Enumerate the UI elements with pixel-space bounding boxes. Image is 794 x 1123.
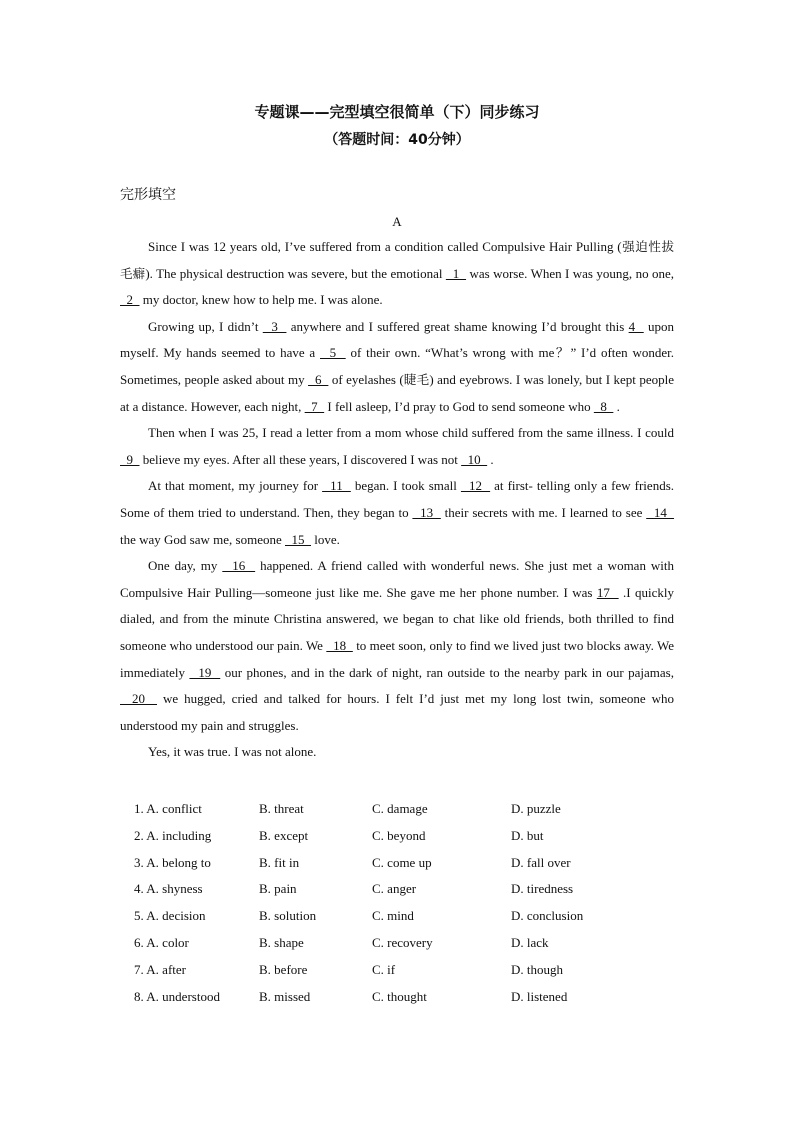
answer-blank: 3 (262, 318, 287, 334)
passage-text: anywhere and I suffered great shame knowing I’d brought this (286, 318, 629, 334)
section-label: 完形填空 (120, 187, 176, 203)
passage-text: . (487, 451, 494, 467)
passage-text: was worse. When I was young, no one, (466, 265, 675, 281)
option-a: 5. A. decision (134, 908, 206, 924)
answer-blank: 19 (189, 664, 221, 680)
option-b: B. before (259, 961, 308, 977)
passage-text: believe my eyes. After all these years, I discovered I was not (139, 451, 462, 467)
passage-text: our phones, and in the dark of night, ran outside to the nearby park in our pajamas, (220, 664, 674, 680)
question-row (134, 903, 674, 930)
paragraph (120, 553, 674, 739)
option-d: D. fall over (511, 854, 571, 870)
question-row (134, 850, 674, 877)
answer-options (134, 796, 674, 1010)
option-b: B. pain (259, 881, 297, 897)
passage-text: 强迫性拔毛癖 (120, 239, 674, 281)
answer-blank: 12 (460, 478, 491, 494)
option-b: B. shape (259, 934, 304, 950)
paragraph (120, 234, 674, 314)
question-row (134, 823, 674, 850)
option-a: 2. A. including (134, 827, 212, 843)
answer-blank: 6 (308, 371, 329, 387)
option-d: D. conclusion (511, 908, 584, 924)
option-a: 6. A. color (134, 934, 189, 950)
passage-text: my doctor, knew how to help me. I was alone. (139, 292, 383, 308)
option-b: B. fit in (259, 854, 300, 870)
option-b: B. missed (259, 988, 311, 1004)
option-d: D. though (511, 961, 563, 977)
option-b: B. except (259, 827, 309, 843)
option-a: 7. A. after (134, 961, 186, 977)
passage-text: happened. A friend called with wonderful news. She just met a woman with Compulsive Hair Pulling—someone just like me. She gave me her phone number. I was (120, 558, 675, 600)
option-c: C. beyond (372, 827, 426, 843)
question-row (134, 796, 674, 823)
option-a: 8. A. understood (134, 988, 220, 1004)
answer-blank: 4 (628, 318, 644, 334)
option-c: C. mind (372, 908, 414, 924)
option-d: D. tiredness (511, 881, 574, 897)
option-c: C. recovery (372, 934, 433, 950)
answer-blank: 11 (322, 478, 351, 494)
passage-label: A (392, 214, 402, 229)
passage-text: of eyelashes ( (328, 371, 404, 387)
passage-text: love. (311, 531, 340, 547)
page-title: 专题课——完型填空很简单（下）同步练习 (254, 103, 540, 121)
answer-blank: 14 (646, 504, 675, 520)
question-row (134, 984, 674, 1011)
answer-blank: 15 (285, 531, 311, 547)
answer-blank: 1 (445, 265, 467, 281)
answer-blank: 8 (593, 398, 614, 414)
answer-blank: 7 (304, 398, 325, 414)
passage-text: ). The physical destruction was severe, but the emotional (145, 265, 446, 281)
answer-blank: 5 (320, 345, 346, 361)
answer-blank: 10 (461, 451, 488, 467)
passage-text: Then when I was 25, I read a letter from a mom whose child suffered from the same illness. I could (148, 425, 674, 441)
paragraph (120, 420, 674, 473)
time-limit-subtitle: （答题时间：40分钟） (324, 132, 470, 148)
passage-text: One day, my (148, 558, 223, 574)
answer-blank: 20 (120, 691, 157, 707)
passage-text: upon myself. My hands seemed to have a (120, 318, 675, 361)
passage-text: . (613, 398, 620, 414)
option-d: D. puzzle (511, 801, 561, 816)
option-a: 1. A. conflict (134, 801, 202, 816)
passage-body (120, 234, 674, 766)
question-row (134, 876, 674, 903)
option-d: D. lack (511, 934, 549, 950)
option-a: 3. A. belong to (134, 854, 211, 870)
passage-text: ) and eyebrows. I was lonely, but I kept people at a distance. However, each night, (120, 371, 675, 414)
option-c: C. thought (372, 988, 427, 1004)
passage-text: began. I took small (350, 478, 461, 494)
option-d: D. but (511, 827, 544, 843)
passage-text: Since I was 12 years old, I’ve suffered from a condition called Compulsive Hair Pulling ( (148, 239, 622, 254)
passage-text: the way God saw me, someone (120, 531, 285, 547)
passage-text: Yes, it was true. I was not alone. (148, 744, 317, 760)
option-d: D. listened (511, 988, 568, 1004)
passage-text: their secrets with me. I learned to see (440, 504, 647, 520)
paragraph (120, 314, 674, 420)
answer-blank: 9 (120, 451, 140, 467)
question-row (134, 957, 674, 984)
option-c: C. if (372, 961, 396, 977)
answer-blank: 18 (326, 637, 353, 653)
question-row (134, 930, 674, 957)
option-b: B. solution (259, 908, 317, 924)
answer-blank: 16 (222, 558, 256, 574)
option-a: 4. A. shyness (134, 881, 203, 897)
passage-text: I fell asleep, I’d pray to God to send someone who (324, 398, 594, 414)
option-b: B. threat (259, 801, 304, 816)
passage-text: we hugged, cried and talked for hours. I felt I’d just met my long lost twin, someone who understood my pain and struggles. (120, 691, 675, 733)
passage-text: .I quickly dialed, and from the minute Christina answered, we began to chat like old friends, both thrilled to find someone who understood our pain. We (120, 584, 675, 653)
option-c: C. come up (372, 854, 432, 870)
passage-text: at first- telling only a few friends. Some of them tried to understand. Then, they began to (120, 478, 674, 520)
passage-text: Growing up, I didn’t (148, 318, 263, 334)
paragraph (120, 473, 674, 553)
passage-text: At that moment, my journey for (148, 478, 323, 494)
paragraph (120, 739, 674, 766)
passage-text: to meet soon, only to find we lived just two blocks away. We immediately (120, 637, 674, 680)
option-c: C. anger (372, 881, 417, 897)
answer-blank: 17 (596, 584, 619, 600)
answer-blank: 2 (120, 292, 140, 308)
option-c: C. damage (372, 801, 428, 816)
passage-text: of their own. “What’s wrong with me？” I’d often wonder. Sometimes, people asked about my (120, 345, 674, 387)
passage-text: 睫毛 (403, 371, 430, 387)
answer-blank: 13 (412, 504, 441, 520)
